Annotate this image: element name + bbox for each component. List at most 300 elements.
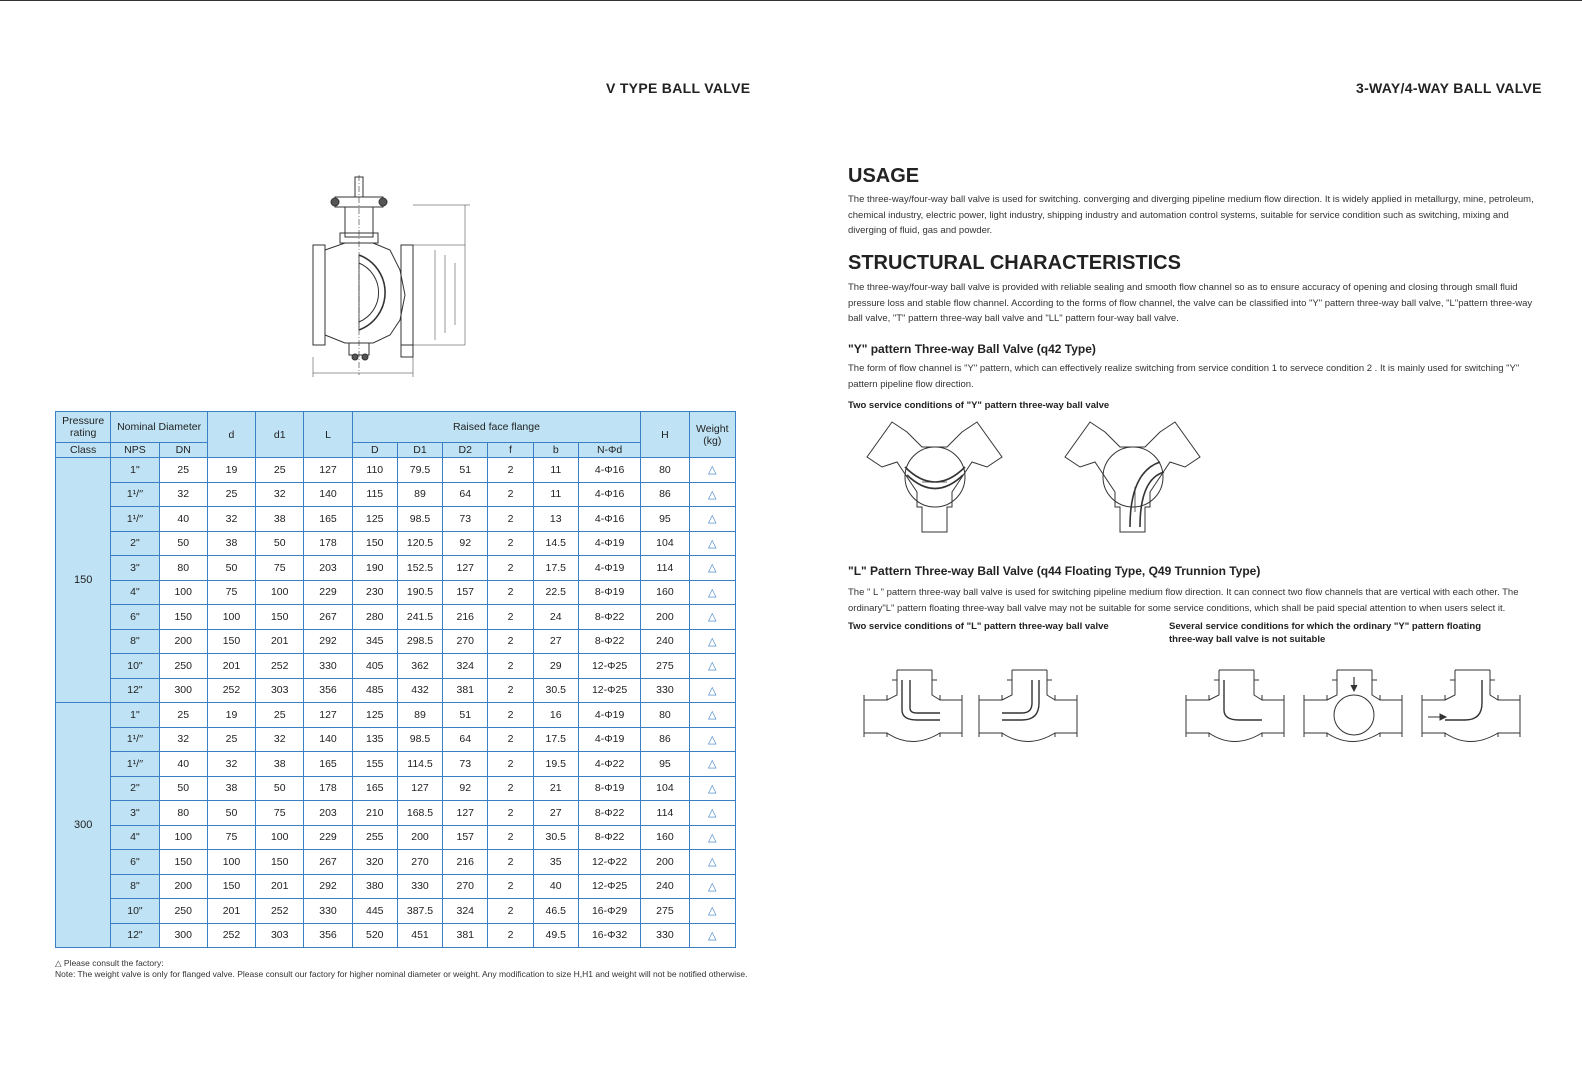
cell-flange-d1: 200 [397,825,442,850]
cell-l: 356 [304,923,352,948]
cell-h: 330 [641,923,689,948]
cell-d1: 201 [256,874,304,899]
cell-f: 2 [488,923,533,948]
cell-flange-d2: 92 [443,531,488,556]
cell-l: 292 [304,874,352,899]
cell-h: 80 [641,458,689,483]
y-pattern-caption: Two service conditions of "Y" pattern three-way ball valve [848,400,1110,411]
cell-n-d: 8-Φ19 [578,580,640,605]
cell-n-d: 8-Φ22 [578,605,640,630]
cell-weight: △ [689,678,735,703]
cell-n-d: 12-Φ25 [578,654,640,679]
cell-dn: 80 [159,801,207,826]
cell-l: 330 [304,654,352,679]
cell-weight: △ [689,482,735,507]
usage-title: USAGE [848,165,920,187]
cell-b: 22.5 [533,580,578,605]
cell-dn: 40 [159,507,207,532]
cell-d1: 32 [256,727,304,752]
cell-flange-d1: 241.5 [397,605,442,630]
structural-text: The three-way/four-way ball valve is provided with reliable sealing and smooth flow channel so as to ensure accuracy of opening and closing through small fluid pressure loss and stable flow channel. According to the forms of flow channel, the valve can be classified into "Y" pattern three-way ball valve, "L"pattern three-way ball valve, "T" pattern three-way ball valve and "LL" pattern four-way ball valve. [848,282,1533,324]
y-pattern-diagrams [862,417,1202,537]
cell-nps: 8" [111,629,159,654]
unsuitable-diagram-1 [1186,670,1284,742]
cell-l: 203 [304,556,352,581]
cell-d: 38 [207,531,255,556]
cell-f: 2 [488,801,533,826]
table-body [56,458,736,948]
table-row [56,605,736,630]
cell-nps: 1¹/′′ [111,727,159,752]
cell-dn: 32 [159,482,207,507]
cell-dn: 250 [159,654,207,679]
cell-h: 86 [641,482,689,507]
cell-flange-d1: 432 [397,678,442,703]
cell-l: 267 [304,605,352,630]
cell-n-d: 12-Φ25 [578,874,640,899]
cell-d1: 38 [256,507,304,532]
cell-weight: △ [689,923,735,948]
cell-h: 95 [641,507,689,532]
header-nps: NPS [111,443,159,458]
cell-h: 275 [641,899,689,924]
cell-flange-d1: 152.5 [397,556,442,581]
cell-b: 29 [533,654,578,679]
cell-dn: 50 [159,776,207,801]
cell-dn: 150 [159,850,207,875]
cell-nps: 12" [111,678,159,703]
cell-flange-d1: 190.5 [397,580,442,605]
cell-nps: 1" [111,458,159,483]
header-D2: D2 [443,443,488,458]
cell-dn: 200 [159,629,207,654]
cell-nps: 4" [111,580,159,605]
cell-nps: 12" [111,923,159,948]
cell-flange-d: 445 [352,899,397,924]
cell-f: 2 [488,850,533,875]
cell-flange-d2: 324 [443,654,488,679]
cell-d: 32 [207,507,255,532]
cell-d1: 32 [256,482,304,507]
l-pattern-diagram-2 [979,670,1077,742]
cell-flange-d: 320 [352,850,397,875]
header-dn: DN [159,443,207,458]
cell-h: 200 [641,605,689,630]
header-pressure-rating: Pressure rating [56,412,111,443]
cell-flange-d1: 89 [397,703,442,728]
cell-b: 27 [533,801,578,826]
header-h: H [641,412,689,458]
cell-flange-d: 520 [352,923,397,948]
cell-l: 229 [304,580,352,605]
table-row [56,874,736,899]
l-pattern-caption: Two service conditions of "L" pattern three-way ball valve [848,621,1109,632]
cell-flange-d: 150 [352,531,397,556]
cell-nps: 1¹/′′ [111,507,159,532]
cell-n-d: 4-Φ16 [578,507,640,532]
header-D1: D1 [397,443,442,458]
cell-n-d: 8-Φ22 [578,629,640,654]
cell-flange-d: 125 [352,507,397,532]
cell-flange-d1: 89 [397,482,442,507]
table-row [56,458,736,483]
table-row [56,531,736,556]
cell-flange-d2: 92 [443,776,488,801]
cell-h: 95 [641,752,689,777]
cell-d1: 25 [256,458,304,483]
l-pattern-diagrams [862,665,1092,745]
cell-weight: △ [689,531,735,556]
cell-flange-d2: 73 [443,752,488,777]
cell-flange-d2: 51 [443,458,488,483]
cell-nps: 8" [111,874,159,899]
l-pattern-diagram-1 [864,670,962,742]
cell-l: 356 [304,678,352,703]
cell-dn: 32 [159,727,207,752]
cell-d1: 303 [256,678,304,703]
cell-d: 252 [207,678,255,703]
cell-b: 16 [533,703,578,728]
cell-weight: △ [689,825,735,850]
cell-dn: 25 [159,458,207,483]
table-row [56,482,736,507]
cell-weight: △ [689,458,735,483]
cell-weight: △ [689,874,735,899]
cell-n-d: 4-Φ16 [578,458,640,483]
cell-dn: 100 [159,580,207,605]
cell-f: 2 [488,678,533,703]
l-pattern-unsuitable-caption: Several service conditions for which the ordinary "Y" pattern floating three-way ball valve is not suitable [1169,621,1482,645]
cell-flange-d1: 98.5 [397,507,442,532]
cell-flange-d1: 387.5 [397,899,442,924]
cell-f: 2 [488,776,533,801]
cell-d: 201 [207,654,255,679]
l-pattern-unsuitable-diagrams [1184,665,1529,745]
cell-weight: △ [689,556,735,581]
cell-flange-d1: 79.5 [397,458,442,483]
table-row [56,580,736,605]
cell-l: 292 [304,629,352,654]
cell-l: 165 [304,507,352,532]
table-row [56,801,736,826]
cell-f: 2 [488,605,533,630]
cell-flange-d2: 73 [443,507,488,532]
cell-b: 14.5 [533,531,578,556]
cell-weight: △ [689,654,735,679]
cell-d1: 100 [256,580,304,605]
cell-d1: 201 [256,629,304,654]
note-consult-factory: △ Please consult the factory: [55,958,164,968]
note-weight: Note: The weight valve is only for flanged valve. Please consult our factory for higher nominal diameter or weight. Any modification to size H,H1 and weight will not be notified otherwise. [55,969,748,979]
cell-d: 25 [207,727,255,752]
cell-n-d: 16-Φ32 [578,923,640,948]
cell-d1: 50 [256,531,304,556]
cell-d1: 252 [256,899,304,924]
cell-b: 17.5 [533,556,578,581]
cell-nps: 4" [111,825,159,850]
cell-flange-d2: 127 [443,801,488,826]
cell-dn: 80 [159,556,207,581]
dimension-table [55,411,736,948]
cell-d: 75 [207,580,255,605]
cell-d1: 75 [256,801,304,826]
cell-flange-d2: 127 [443,556,488,581]
cell-flange-d1: 114.5 [397,752,442,777]
cell-d1: 252 [256,654,304,679]
cell-b: 30.5 [533,825,578,850]
header-weight: Weight (kg) [689,412,735,458]
cell-d: 75 [207,825,255,850]
cell-f: 2 [488,507,533,532]
cell-f: 2 [488,752,533,777]
cell-h: 160 [641,580,689,605]
cell-b: 13 [533,507,578,532]
cell-n-d: 8-Φ22 [578,825,640,850]
cell-l: 165 [304,752,352,777]
cell-weight: △ [689,801,735,826]
cell-b: 46.5 [533,899,578,924]
cell-dn: 300 [159,923,207,948]
cell-flange-d1: 168.5 [397,801,442,826]
cell-l: 140 [304,482,352,507]
l-pattern-title: "L" Pattern Three-way Ball Valve (q44 Floating Type, Q49 Trunnion Type) [848,564,1261,578]
cell-nps: 6" [111,605,159,630]
cell-flange-d1: 120.5 [397,531,442,556]
cell-d: 38 [207,776,255,801]
cell-b: 11 [533,482,578,507]
cell-d: 19 [207,458,255,483]
cell-h: 80 [641,703,689,728]
cell-dn: 150 [159,605,207,630]
cell-flange-d: 485 [352,678,397,703]
cell-nps: 10" [111,899,159,924]
cell-n-d: 4-Φ16 [578,482,640,507]
class-cell: 300 [56,703,111,948]
cell-h: 275 [641,654,689,679]
cell-b: 27 [533,629,578,654]
cell-flange-d: 380 [352,874,397,899]
cell-nps: 2" [111,776,159,801]
cell-n-d: 4-Φ19 [578,531,640,556]
cell-f: 2 [488,629,533,654]
cell-flange-d1: 330 [397,874,442,899]
cell-nps: 1" [111,703,159,728]
cell-h: 114 [641,801,689,826]
cell-d: 252 [207,923,255,948]
cell-flange-d2: 64 [443,727,488,752]
cell-d: 100 [207,850,255,875]
cell-d: 50 [207,556,255,581]
cell-h: 200 [641,850,689,875]
left-page-header: V TYPE BALL VALVE [606,80,751,96]
cell-nps: 2" [111,531,159,556]
y-pattern-diagram-2 [1065,422,1200,532]
cell-n-d: 4-Φ19 [578,556,640,581]
cell-d: 150 [207,629,255,654]
cell-flange-d: 230 [352,580,397,605]
cell-d1: 25 [256,703,304,728]
cell-f: 2 [488,727,533,752]
header-d1: d1 [256,412,304,458]
cell-n-d: 4-Φ22 [578,752,640,777]
cell-d: 201 [207,899,255,924]
cell-f: 2 [488,458,533,483]
cell-n-d: 16-Φ29 [578,899,640,924]
cell-n-d: 8-Φ19 [578,776,640,801]
cell-d: 50 [207,801,255,826]
cell-nps: 10" [111,654,159,679]
cell-h: 240 [641,629,689,654]
top-rule [0,0,1582,1]
cell-l: 127 [304,458,352,483]
cell-weight: △ [689,703,735,728]
cell-d1: 303 [256,923,304,948]
table-row [56,654,736,679]
cell-flange-d2: 324 [443,899,488,924]
cell-f: 2 [488,531,533,556]
cell-f: 2 [488,874,533,899]
table-row [56,923,736,948]
cell-flange-d: 255 [352,825,397,850]
cell-flange-d2: 64 [443,482,488,507]
cell-flange-d2: 270 [443,874,488,899]
cell-l: 267 [304,850,352,875]
cell-flange-d2: 216 [443,605,488,630]
cell-b: 35 [533,850,578,875]
cell-nps: 1¹/′′ [111,752,159,777]
cell-flange-d: 190 [352,556,397,581]
cell-flange-d1: 451 [397,923,442,948]
cell-weight: △ [689,899,735,924]
cell-n-d: 12-Φ22 [578,850,640,875]
cell-l: 127 [304,703,352,728]
cell-flange-d2: 381 [443,923,488,948]
table-row [56,899,736,924]
cell-weight: △ [689,752,735,777]
cell-dn: 40 [159,752,207,777]
cell-d: 32 [207,752,255,777]
header-raised-face-flange: Raised face flange [352,412,641,443]
cell-l: 178 [304,776,352,801]
y-pattern-diagram-1 [867,422,1002,532]
right-page-header: 3-WAY/4-WAY BALL VALVE [1356,80,1542,96]
cell-b: 11 [533,458,578,483]
cell-weight: △ [689,850,735,875]
cell-n-d: 4-Φ19 [578,727,640,752]
y-pattern-title: "Y" pattern Three-way Ball Valve (q42 Type) [848,342,1096,356]
cell-dn: 300 [159,678,207,703]
cell-dn: 50 [159,531,207,556]
cell-f: 2 [488,899,533,924]
cell-f: 2 [488,580,533,605]
cell-flange-d2: 216 [443,850,488,875]
cell-h: 104 [641,776,689,801]
cell-b: 40 [533,874,578,899]
cell-h: 160 [641,825,689,850]
cell-flange-d: 125 [352,703,397,728]
unsuitable-diagram-3 [1422,670,1520,742]
cell-flange-d1: 98.5 [397,727,442,752]
v-type-valve-drawing [305,175,475,380]
cell-weight: △ [689,605,735,630]
cell-h: 104 [641,531,689,556]
header-l: L [304,412,352,458]
cell-flange-d: 345 [352,629,397,654]
cell-flange-d: 135 [352,727,397,752]
cell-l: 140 [304,727,352,752]
l-pattern-text: The " L " pattern three-way ball valve is used for switching pipeline medium flow direction. It can connect two flow channels that are vertical with each other. The ordinary"L" pattern floating three-way ball valve may not be suitable for some service conditions, which shall be paid special attention to when users select it. [848,587,1519,614]
cell-flange-d: 210 [352,801,397,826]
unsuitable-diagram-2 [1304,670,1402,742]
cell-d: 19 [207,703,255,728]
cell-d1: 150 [256,850,304,875]
cell-flange-d2: 270 [443,629,488,654]
cell-b: 49.5 [533,923,578,948]
table-row [56,678,736,703]
cell-weight: △ [689,580,735,605]
cell-flange-d: 165 [352,776,397,801]
cell-d1: 100 [256,825,304,850]
cell-flange-d: 115 [352,482,397,507]
cell-flange-d2: 51 [443,703,488,728]
cell-weight: △ [689,629,735,654]
cell-dn: 100 [159,825,207,850]
cell-d1: 75 [256,556,304,581]
header-class: Class [56,443,111,458]
cell-f: 2 [488,825,533,850]
cell-l: 330 [304,899,352,924]
cell-h: 86 [641,727,689,752]
table-row [56,727,736,752]
cell-weight: △ [689,776,735,801]
cell-flange-d2: 381 [443,678,488,703]
cell-flange-d1: 362 [397,654,442,679]
cell-h: 330 [641,678,689,703]
usage-text: The three-way/four-way ball valve is used for switching. converging and diverging pipeline medium flow direction. It is widely applied in metallurgy, mine, petroleum, chemical industry, electric power, light industry, shipping industry and automation control systems, suitable for service condition such as switching, mixing and diverging of fluid, gas and powder. [848,194,1534,236]
header-nominal-diameter: Nominal Diameter [111,412,208,443]
cell-b: 30.5 [533,678,578,703]
header-n-d: N-Φd [578,443,640,458]
cell-flange-d: 110 [352,458,397,483]
cell-flange-d: 280 [352,605,397,630]
y-pattern-text: The form of flow channel is "Y" pattern, which can effectively realize switching from service condition 1 to servece condition 2 . It is mainly used for switching "Y" pattern pipeline flow direction. [848,363,1520,390]
cell-l: 203 [304,801,352,826]
cell-weight: △ [689,507,735,532]
cell-nps: 3" [111,801,159,826]
cell-nps: 6" [111,850,159,875]
cell-flange-d1: 298.5 [397,629,442,654]
cell-f: 2 [488,482,533,507]
cell-flange-d1: 270 [397,850,442,875]
cell-b: 19.5 [533,752,578,777]
cell-d: 25 [207,482,255,507]
cell-f: 2 [488,556,533,581]
cell-h: 114 [641,556,689,581]
cell-d1: 50 [256,776,304,801]
cell-flange-d2: 157 [443,825,488,850]
header-b: b [533,443,578,458]
cell-weight: △ [689,727,735,752]
header-f: f [488,443,533,458]
cell-d: 150 [207,874,255,899]
cell-f: 2 [488,703,533,728]
cell-dn: 25 [159,703,207,728]
cell-flange-d1: 127 [397,776,442,801]
cell-h: 240 [641,874,689,899]
cell-f: 2 [488,654,533,679]
cell-dn: 250 [159,899,207,924]
cell-flange-d: 155 [352,752,397,777]
